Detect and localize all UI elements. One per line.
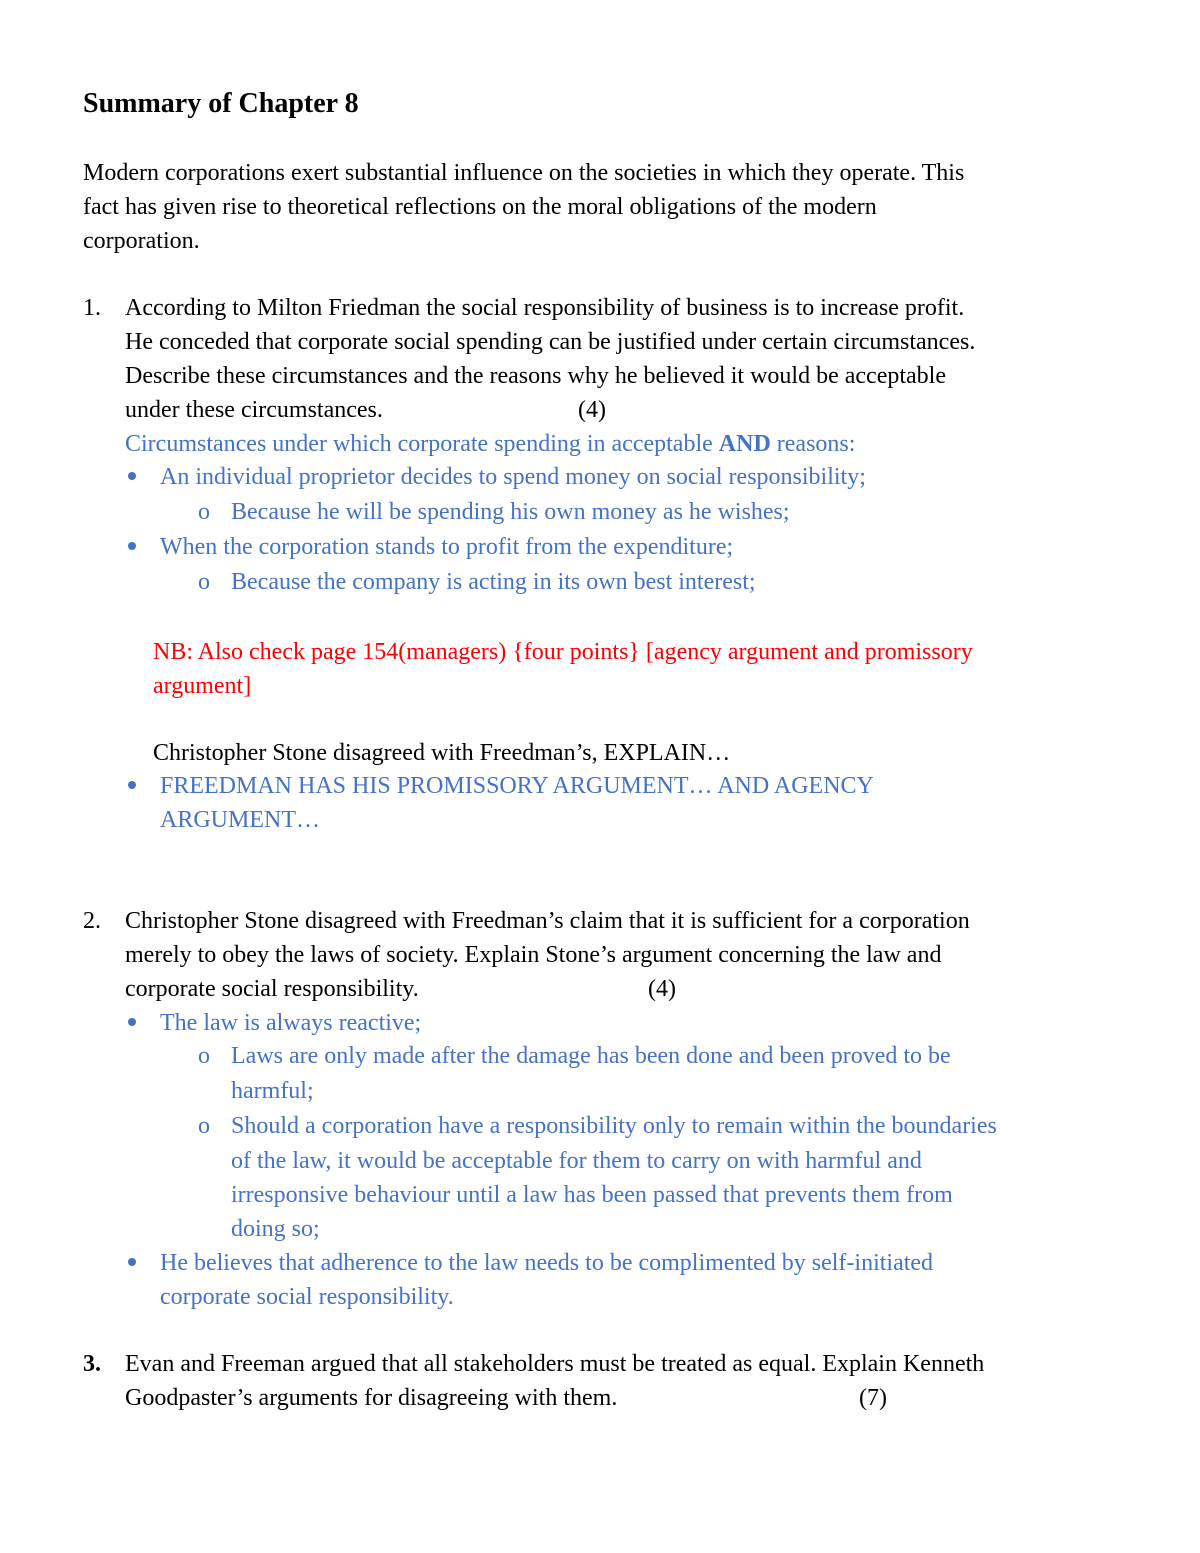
- bullet-icon: [128, 472, 136, 480]
- q1-stone-bullet-line-2: ARGUMENT…: [160, 807, 320, 833]
- q1-answer-heading-post: reasons:: [770, 431, 856, 457]
- q1-bullet-1: An individual proprietor decides to spend money on social responsibility;: [160, 464, 866, 490]
- question-1-marks: (4): [578, 397, 606, 423]
- q1-sub-bullet-2: Because the company is acting in its own best interest;: [231, 569, 756, 595]
- q2-sub-1-line-1: Laws are only made after the damage has been done and been proved to be: [231, 1043, 951, 1069]
- bullet-icon: [128, 1258, 136, 1266]
- bullet-icon: [128, 1018, 136, 1026]
- q2-sub-2-line-1: Should a corporation have a responsibility only to remain within the boundaries: [231, 1113, 997, 1139]
- bullet-icon: [128, 781, 136, 789]
- question-1-line-3: Describe these circumstances and the reasons why he believed it would be acceptable: [125, 363, 947, 389]
- question-3-line-1: Evan and Freeman argued that all stakeholders must be treated as equal. Explain Kenneth: [125, 1351, 985, 1377]
- question-3-number: 3.: [83, 1351, 101, 1377]
- page-title: Summary of Chapter 8: [83, 88, 359, 119]
- question-2-line-1: Christopher Stone disagreed with Freedman’s claim that it is sufficient for a corporation: [125, 908, 970, 934]
- circle-bullet-icon: o: [198, 1113, 210, 1139]
- circle-bullet-icon: o: [198, 1043, 210, 1069]
- q2-bullet-2-line-2: corporate social responsibility.: [160, 1284, 454, 1310]
- q2-bullet-2-line-1: He believes that adherence to the law needs to be complimented by self-initiated: [160, 1250, 934, 1276]
- question-1-line-4: under these circumstances.: [125, 397, 383, 423]
- question-1-line-2: He conceded that corporate social spending can be justified under certain circumstances.: [125, 329, 976, 355]
- q1-stone-bullet-line-1: FREEDMAN HAS HIS PROMISSORY ARGUMENT… AND AGENCY: [160, 773, 874, 799]
- question-2-number: 2.: [83, 908, 101, 934]
- q1-answer-heading: [125, 427, 855, 461]
- q1-bullet-2: When the corporation stands to profit from the expenditure;: [160, 534, 734, 560]
- q2-sub-2-line-4: doing so;: [231, 1216, 320, 1242]
- intro-line-2: fact has given rise to theoretical reflections on the moral obligations of the modern: [83, 194, 877, 220]
- q1-stone-line: Christopher Stone disagreed with Freedman’s, EXPLAIN…: [153, 740, 731, 766]
- bullet-icon: [128, 542, 136, 550]
- question-2-line-3: corporate social responsibility.: [125, 976, 419, 1002]
- q1-note-line-2: argument]: [153, 673, 252, 699]
- question-3-marks: (7): [859, 1385, 887, 1411]
- circle-bullet-icon: o: [198, 569, 210, 595]
- question-2-marks: (4): [648, 976, 676, 1002]
- question-2-line-2: merely to obey the laws of society. Explain Stone’s argument concerning the law and: [125, 942, 942, 968]
- q2-bullet-1: The law is always reactive;: [160, 1010, 422, 1036]
- intro-line-1: Modern corporations exert substantial influence on the societies in which they operate. This: [83, 160, 965, 186]
- q2-sub-2-line-2: of the law, it would be acceptable for them to carry on with harmful and: [231, 1148, 922, 1174]
- q1-answer-heading-bold: AND: [718, 431, 771, 457]
- question-1-number: 1.: [83, 295, 101, 321]
- q2-sub-2-line-3: irresponsive behaviour until a law has been passed that prevents them from: [231, 1182, 953, 1208]
- q2-sub-1-line-2: harmful;: [231, 1078, 314, 1104]
- question-3-line-2: Goodpaster’s arguments for disagreeing with them.: [125, 1385, 618, 1411]
- question-1-line-1: According to Milton Friedman the social responsibility of business is to increase profit.: [125, 295, 965, 321]
- circle-bullet-icon: o: [198, 499, 210, 525]
- q1-sub-bullet-1: Because he will be spending his own money as he wishes;: [231, 499, 790, 525]
- intro-line-3: corporation.: [83, 228, 200, 254]
- q1-note-line-1: NB: Also check page 154(managers) {four points} [agency argument and promissory: [153, 639, 973, 665]
- q1-answer-heading-pre: Circumstances under which corporate spending in acceptable: [125, 431, 719, 457]
